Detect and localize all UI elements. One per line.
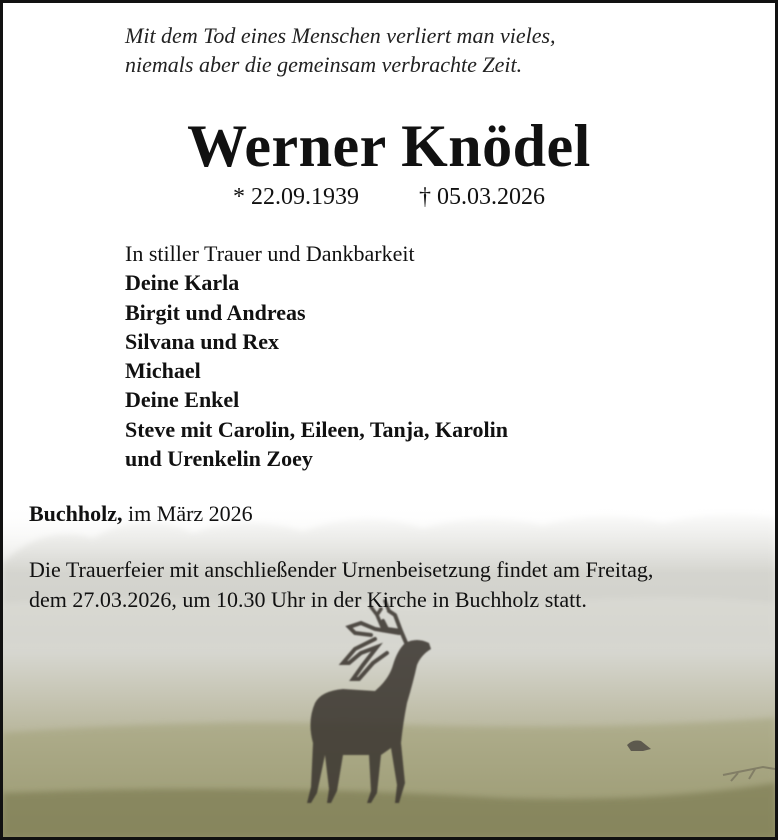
mourner-name: Deine Karla <box>125 270 240 296</box>
quote-line: Mit dem Tod eines Menschen verliert man vieles, <box>125 23 556 48</box>
life-dates <box>3 181 775 213</box>
ceremony-line: dem 27.03.2026, um 10.30 Uhr in der Kirche in Buchholz statt. <box>29 587 587 612</box>
mourner-name: Birgit und Andreas <box>125 299 306 325</box>
place-date: im März 2026 <box>128 501 253 526</box>
place-and-date <box>29 499 253 528</box>
mourners-intro: In stiller Trauer und Dankbarkeit <box>125 241 415 266</box>
quote-line: niemals aber die gemeinsam verbrachte Zeit. <box>125 52 523 77</box>
mourner-name: Steve mit Carolin, Eileen, Tanja, Karolin <box>125 416 508 442</box>
ceremony-notice <box>29 555 653 615</box>
birth-date: * 22.09.1939 <box>233 184 359 210</box>
mourner-name: Michael <box>125 358 201 384</box>
death-date: † 05.03.2026 <box>419 184 545 210</box>
memorial-quote <box>125 21 556 79</box>
ceremony-line: Die Trauerfeier mit anschließender Urnenbeisetzung findet am Freitag, <box>29 557 654 582</box>
mourner-name: Silvana und Rex <box>125 328 280 354</box>
place-town: Buchholz, <box>29 501 123 526</box>
mourner-name: und Urenkelin Zoey <box>125 446 313 472</box>
deceased-name: Werner Knödel <box>187 113 591 179</box>
mourner-name: Deine Enkel <box>125 387 240 413</box>
mourners-list <box>125 239 508 473</box>
